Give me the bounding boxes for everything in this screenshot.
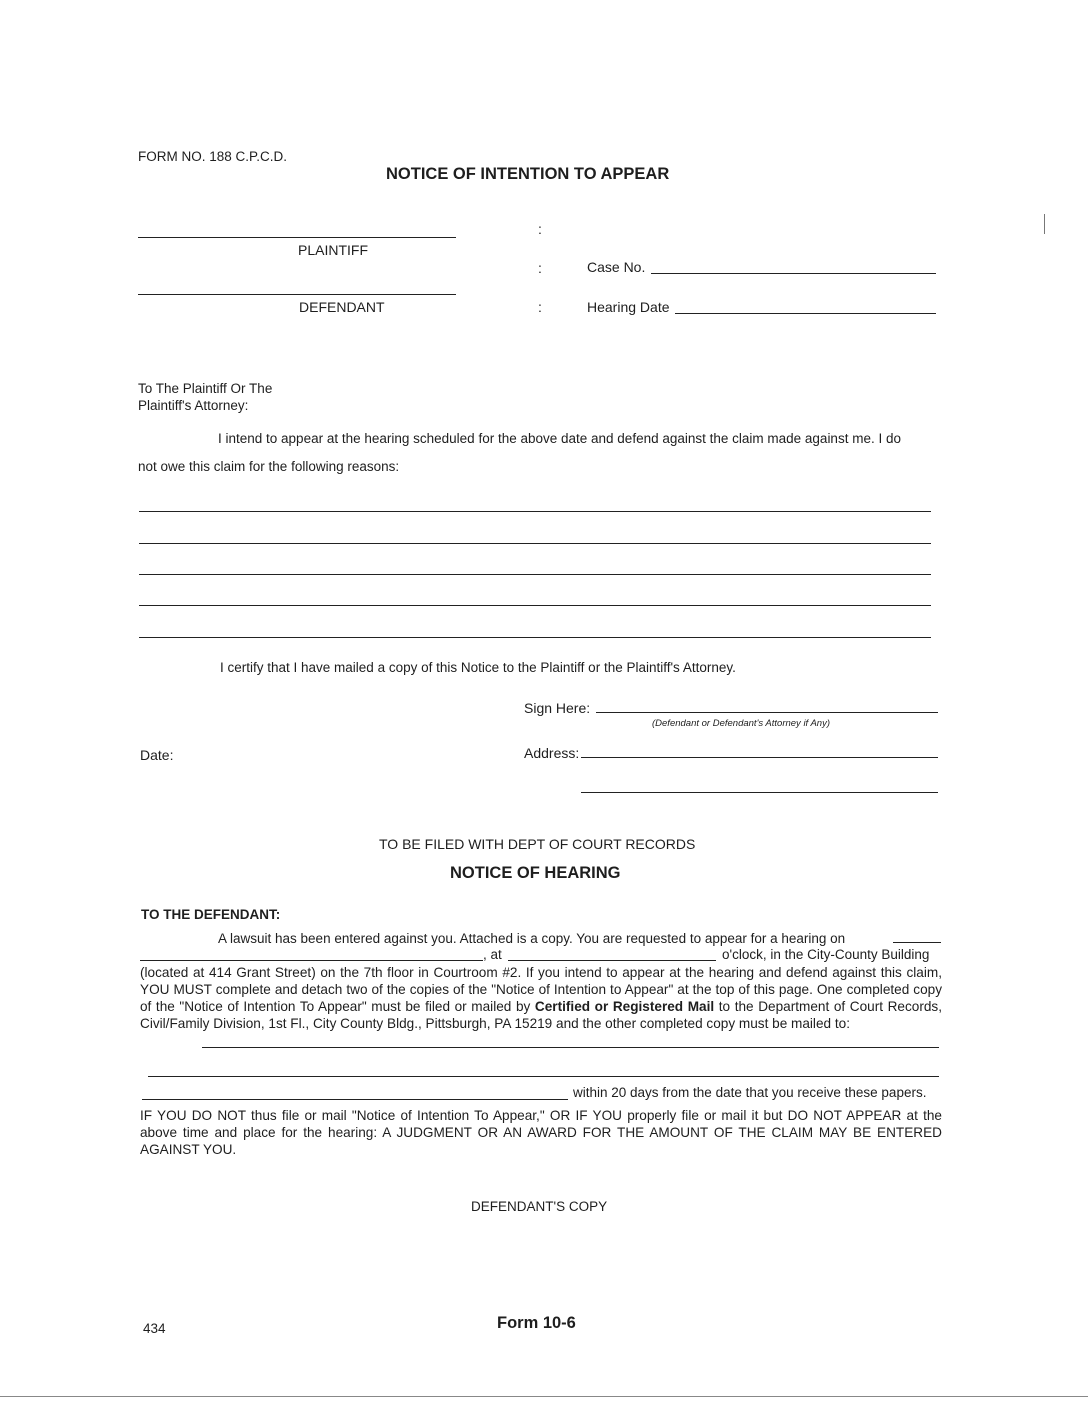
- page-number: 434: [143, 1321, 166, 1336]
- warning-text: IF YOU DO NOT thus file or mail "Notice of Intention To Appear," OR IF YOU properly file or mail it but DO NOT APPEAR at the above time and place for the hearing: A JUDGMENT OR AN AWARD FOR THE AMOUNT OF THE CLAIM MAY BE ENTERED AGAINST YOU.: [140, 1108, 942, 1157]
- form-title: NOTICE OF INTENTION TO APPEAR: [386, 165, 670, 183]
- hearing-body-text-2: to the Department of Court Records, Civil/Family Division, 1st Fl., City County Bldg., Pittsburgh, PA 15219 and the other completed copy must be mailed to:: [140, 999, 942, 1031]
- hearing-paragraph-start: A lawsuit has been entered against you. Attached is a copy. You are requested to appear for a hearing on: [218, 931, 846, 946]
- intent-text-line-1: I intend to appear at the hearing scheduled for the above date and defend against the claim made against me. I do: [218, 431, 901, 446]
- signature-field[interactable]: [596, 712, 938, 713]
- hearing-paragraph-body: [140, 964, 942, 1032]
- case-no-field[interactable]: [651, 273, 936, 274]
- form-number: FORM NO. 188 C.P.C.D.: [138, 149, 288, 164]
- address-label: Address:: [524, 745, 580, 761]
- mailed-to-field-3[interactable]: [142, 1099, 568, 1100]
- signature-caption: (Defendant or Defendant's Attorney if Any): [652, 718, 831, 729]
- address-field-1[interactable]: [581, 757, 938, 758]
- hearing-body-text-1: (located at 414 Grant Street) on the 7th floor in Courtroom #2. If you intend to appear at the hearing and defend against this claim, YOU MUST complete and detach two of the copies of the "Notice of Intention to Appear" at the top of this page. One completed copy of the "Notice of Intention To Appear" must be filed or mailed by: [140, 965, 942, 1014]
- defendant-label: DEFENDANT: [299, 299, 385, 315]
- reasons-line[interactable]: [139, 543, 931, 544]
- scan-mark: [1044, 214, 1045, 234]
- filed-with-text: TO BE FILED WITH DEPT OF COURT RECORDS: [379, 836, 696, 852]
- hearing-time-blank[interactable]: [508, 960, 716, 961]
- date-label: Date:: [140, 747, 174, 763]
- addressee-line-2: Plaintiff's Attorney:: [138, 398, 249, 413]
- case-no-label: Case No.: [587, 259, 646, 275]
- hearing-at-text: , at: [483, 947, 502, 962]
- reasons-line[interactable]: [139, 605, 931, 606]
- plaintiff-label: PLAINTIFF: [298, 242, 369, 258]
- reasons-line[interactable]: [139, 574, 931, 575]
- reasons-line[interactable]: [139, 637, 931, 638]
- scan-edge-line: [0, 1396, 1088, 1397]
- certify-text: I certify that I have mailed a copy of this Notice to the Plaintiff or the Plaintiff's Attorney.: [220, 660, 736, 675]
- intent-text-line-2: not owe this claim for the following reasons:: [138, 459, 400, 474]
- hearing-date-blank[interactable]: [893, 942, 941, 943]
- to-defendant-heading: TO THE DEFENDANT:: [141, 907, 281, 922]
- within-days-text: within 20 days from the date that you receive these papers.: [573, 1085, 927, 1100]
- form-label: Form 10-6: [497, 1314, 576, 1332]
- hearing-date-field[interactable]: [675, 313, 936, 314]
- addressee-line-1: To The Plaintiff Or The: [138, 381, 273, 396]
- address-field-2[interactable]: [581, 792, 938, 793]
- plaintiff-line[interactable]: [138, 237, 456, 238]
- defendants-copy-label: DEFENDANT'S COPY: [471, 1199, 608, 1214]
- hearing-oclock-text: o'clock, in the City-County Building: [722, 947, 930, 962]
- caption-colon: :: [538, 260, 542, 276]
- caption-colon: :: [538, 221, 542, 237]
- certified-mail-text: Certified or Registered Mail: [534, 999, 715, 1014]
- reasons-line[interactable]: [139, 511, 931, 512]
- notice-of-hearing-title: NOTICE OF HEARING: [450, 864, 621, 882]
- hearing-date-label: Hearing Date: [587, 299, 670, 315]
- sign-label: Sign Here:: [524, 700, 591, 716]
- mailed-to-field-2[interactable]: [148, 1076, 939, 1077]
- mailed-to-field-1[interactable]: [202, 1047, 939, 1048]
- defendant-line[interactable]: [138, 294, 456, 295]
- caption-colon: :: [538, 299, 542, 315]
- hearing-day-blank[interactable]: [140, 960, 483, 961]
